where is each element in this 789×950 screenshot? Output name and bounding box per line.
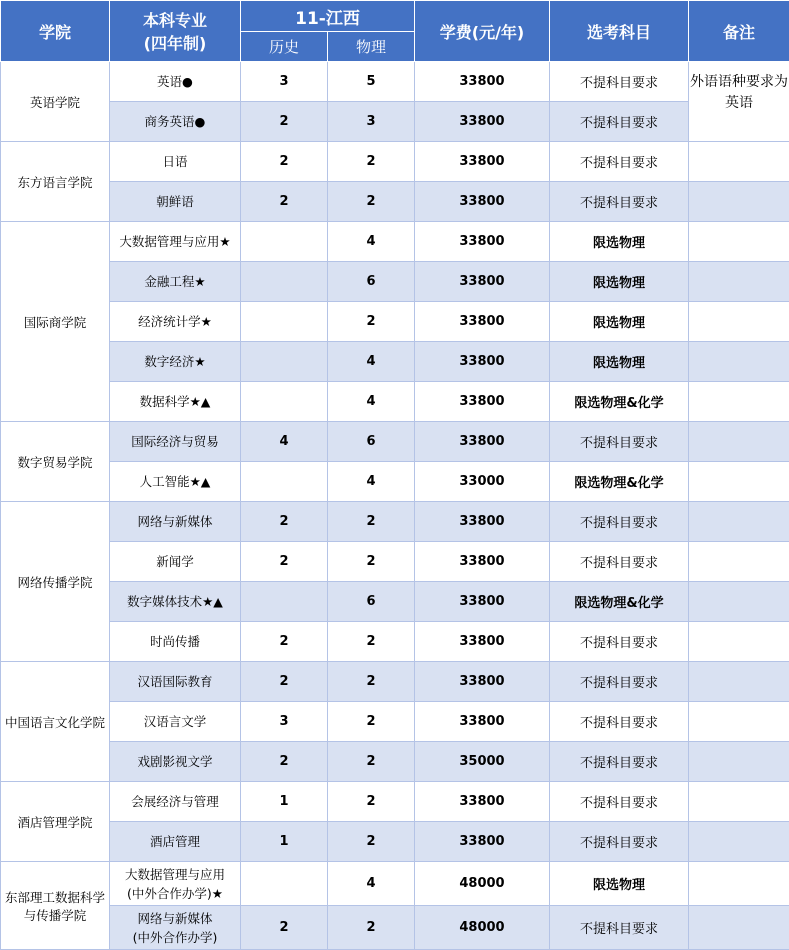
table-row [1, 462, 789, 502]
fee-cell: 33800 [415, 422, 550, 462]
major-line2: (中外合作办学) [110, 928, 240, 947]
table-row [1, 542, 789, 582]
fee-cell: 33800 [415, 262, 550, 302]
table-row [1, 262, 789, 302]
remark-cell [689, 622, 789, 662]
table-row [1, 662, 789, 702]
major-cell: 酒店管理 [110, 822, 241, 862]
subject-cell: 不提科目要求 [550, 182, 689, 222]
table-row [1, 622, 789, 662]
history-count [241, 382, 328, 422]
table-row [1, 382, 789, 422]
major-cell: 人工智能★▲ [110, 462, 241, 502]
fee-cell: 33000 [415, 462, 550, 502]
history-count [241, 302, 328, 342]
subject-cell: 不提科目要求 [550, 662, 689, 702]
major-cell: 戏剧影视文学 [110, 742, 241, 782]
remark-cell [689, 542, 789, 582]
major-cell: 数字经济★ [110, 342, 241, 382]
table-row [1, 702, 789, 742]
major-cell: 大数据管理与应用★ [110, 222, 241, 262]
fee-cell: 33800 [415, 102, 550, 142]
remark-cell [689, 302, 789, 342]
header-region: 11-江西 [241, 1, 415, 32]
physics-count: 6 [328, 422, 415, 462]
physics-count: 4 [328, 862, 415, 906]
physics-count: 4 [328, 222, 415, 262]
fee-cell: 48000 [415, 906, 550, 950]
history-count [241, 342, 328, 382]
subject-cell: 限选物理&化学 [550, 462, 689, 502]
physics-count: 3 [328, 102, 415, 142]
table-row [1, 862, 789, 906]
subject-cell: 不提科目要求 [550, 502, 689, 542]
header-remark: 备注 [689, 1, 789, 62]
major-line1: 大数据管理与应用 [110, 865, 240, 884]
subject-cell: 限选物理 [550, 302, 689, 342]
major-cell: 时尚传播 [110, 622, 241, 662]
major-cell: 商务英语● [110, 102, 241, 142]
fee-cell: 33800 [415, 142, 550, 182]
subject-cell: 不提科目要求 [550, 906, 689, 950]
header-major-line1: 本科专业 [110, 8, 240, 31]
remark-cell [689, 782, 789, 822]
physics-count: 6 [328, 262, 415, 302]
subject-cell: 限选物理 [550, 262, 689, 302]
major-line1: 网络与新媒体 [110, 909, 240, 928]
physics-count: 2 [328, 782, 415, 822]
college-cell: 中国语言文化学院 [1, 662, 110, 782]
history-count: 2 [241, 102, 328, 142]
history-count: 2 [241, 502, 328, 542]
table-row [1, 142, 789, 182]
table-row [1, 182, 789, 222]
fee-cell: 33800 [415, 382, 550, 422]
history-count: 2 [241, 542, 328, 582]
physics-count: 2 [328, 702, 415, 742]
physics-count: 2 [328, 182, 415, 222]
physics-count: 6 [328, 582, 415, 622]
table-row [1, 822, 789, 862]
major-line2: (中外合作办学)★ [110, 884, 240, 903]
subject-cell: 不提科目要求 [550, 62, 689, 102]
fee-cell: 33800 [415, 702, 550, 742]
table-row [1, 422, 789, 462]
physics-count: 4 [328, 462, 415, 502]
subject-cell: 不提科目要求 [550, 622, 689, 662]
subject-cell: 不提科目要求 [550, 542, 689, 582]
fee-cell: 33800 [415, 782, 550, 822]
table-row [1, 906, 789, 950]
table-row [1, 102, 789, 142]
header-major [110, 1, 241, 62]
fee-cell: 33800 [415, 582, 550, 622]
header-physics: 物理 [328, 32, 415, 62]
major-cell [110, 862, 241, 906]
physics-count: 2 [328, 142, 415, 182]
fee-cell: 33800 [415, 222, 550, 262]
major-cell: 日语 [110, 142, 241, 182]
major-cell: 新闻学 [110, 542, 241, 582]
fee-cell: 33800 [415, 542, 550, 582]
history-count [241, 862, 328, 906]
subject-cell: 不提科目要求 [550, 742, 689, 782]
major-cell: 汉语言文学 [110, 702, 241, 742]
remark-cell [689, 142, 789, 182]
fee-cell: 33800 [415, 662, 550, 702]
physics-count: 4 [328, 342, 415, 382]
table-row [1, 502, 789, 542]
college-cell: 英语学院 [1, 62, 110, 142]
college-cell: 东部理工数据科学与传播学院 [1, 862, 110, 950]
history-count [241, 222, 328, 262]
table-row [1, 342, 789, 382]
subject-cell: 限选物理 [550, 862, 689, 906]
major-cell: 网络与新媒体 [110, 502, 241, 542]
subject-cell: 限选物理&化学 [550, 582, 689, 622]
major-cell: 经济统计学★ [110, 302, 241, 342]
header-major-line2: (四年制) [110, 31, 240, 54]
table-row [1, 62, 789, 102]
physics-count: 2 [328, 302, 415, 342]
fee-cell: 48000 [415, 862, 550, 906]
remark-cell [689, 382, 789, 422]
remark-cell [689, 582, 789, 622]
major-cell: 国际经济与贸易 [110, 422, 241, 462]
fee-cell: 33800 [415, 302, 550, 342]
physics-count: 2 [328, 662, 415, 702]
remark-cell [689, 502, 789, 542]
history-count: 2 [241, 742, 328, 782]
physics-count: 4 [328, 382, 415, 422]
remark-cell [689, 262, 789, 302]
table-row [1, 742, 789, 782]
fee-cell: 33800 [415, 342, 550, 382]
remark-cell [689, 742, 789, 782]
fee-cell: 33800 [415, 822, 550, 862]
physics-count: 2 [328, 742, 415, 782]
fee-cell: 33800 [415, 62, 550, 102]
fee-cell: 33800 [415, 502, 550, 542]
subject-cell: 限选物理 [550, 342, 689, 382]
fee-cell: 35000 [415, 742, 550, 782]
remark-cell [689, 822, 789, 862]
physics-count: 2 [328, 502, 415, 542]
remark-cell [689, 862, 789, 906]
subject-cell: 限选物理&化学 [550, 382, 689, 422]
remark-cell [689, 342, 789, 382]
subject-cell: 不提科目要求 [550, 702, 689, 742]
major-cell: 汉语国际教育 [110, 662, 241, 702]
physics-count: 2 [328, 822, 415, 862]
header-subjects: 选考科目 [550, 1, 689, 62]
remark-cell [689, 662, 789, 702]
major-cell: 会展经济与管理 [110, 782, 241, 822]
history-count: 3 [241, 62, 328, 102]
subject-cell: 不提科目要求 [550, 102, 689, 142]
table-row [1, 302, 789, 342]
header-college: 学院 [1, 1, 110, 62]
history-count: 2 [241, 662, 328, 702]
college-cell: 数字贸易学院 [1, 422, 110, 502]
table-row [1, 782, 789, 822]
table-row [1, 222, 789, 262]
history-count [241, 262, 328, 302]
major-cell: 朝鲜语 [110, 182, 241, 222]
history-count: 3 [241, 702, 328, 742]
college-cell: 酒店管理学院 [1, 782, 110, 862]
history-count: 2 [241, 622, 328, 662]
major-cell: 数据科学★▲ [110, 382, 241, 422]
college-cell: 东方语言学院 [1, 142, 110, 222]
history-count: 1 [241, 822, 328, 862]
remark-cell [689, 906, 789, 950]
physics-count: 2 [328, 542, 415, 582]
history-count: 1 [241, 782, 328, 822]
history-count: 2 [241, 182, 328, 222]
college-cell: 网络传播学院 [1, 502, 110, 662]
remark-cell [689, 702, 789, 742]
remark-cell [689, 422, 789, 462]
history-count: 4 [241, 422, 328, 462]
fee-cell: 33800 [415, 182, 550, 222]
remark-cell [689, 462, 789, 502]
header-fee: 学费(元/年) [415, 1, 550, 62]
fee-cell: 33800 [415, 622, 550, 662]
subject-cell: 不提科目要求 [550, 782, 689, 822]
major-cell: 数字媒体技术★▲ [110, 582, 241, 622]
table-row [1, 582, 789, 622]
subject-cell: 不提科目要求 [550, 142, 689, 182]
physics-count: 2 [328, 906, 415, 950]
remark-cell [689, 182, 789, 222]
history-count: 2 [241, 142, 328, 182]
remark-cell: 外语语种要求为英语 [689, 62, 789, 142]
history-count [241, 582, 328, 622]
major-cell [110, 906, 241, 950]
subject-cell: 不提科目要求 [550, 822, 689, 862]
subject-cell: 限选物理 [550, 222, 689, 262]
physics-count: 2 [328, 622, 415, 662]
physics-count: 5 [328, 62, 415, 102]
history-count [241, 462, 328, 502]
college-cell: 国际商学院 [1, 222, 110, 422]
history-count: 2 [241, 906, 328, 950]
subject-cell: 不提科目要求 [550, 422, 689, 462]
major-cell: 英语● [110, 62, 241, 102]
remark-cell [689, 222, 789, 262]
header-history: 历史 [241, 32, 328, 62]
major-cell: 金融工程★ [110, 262, 241, 302]
